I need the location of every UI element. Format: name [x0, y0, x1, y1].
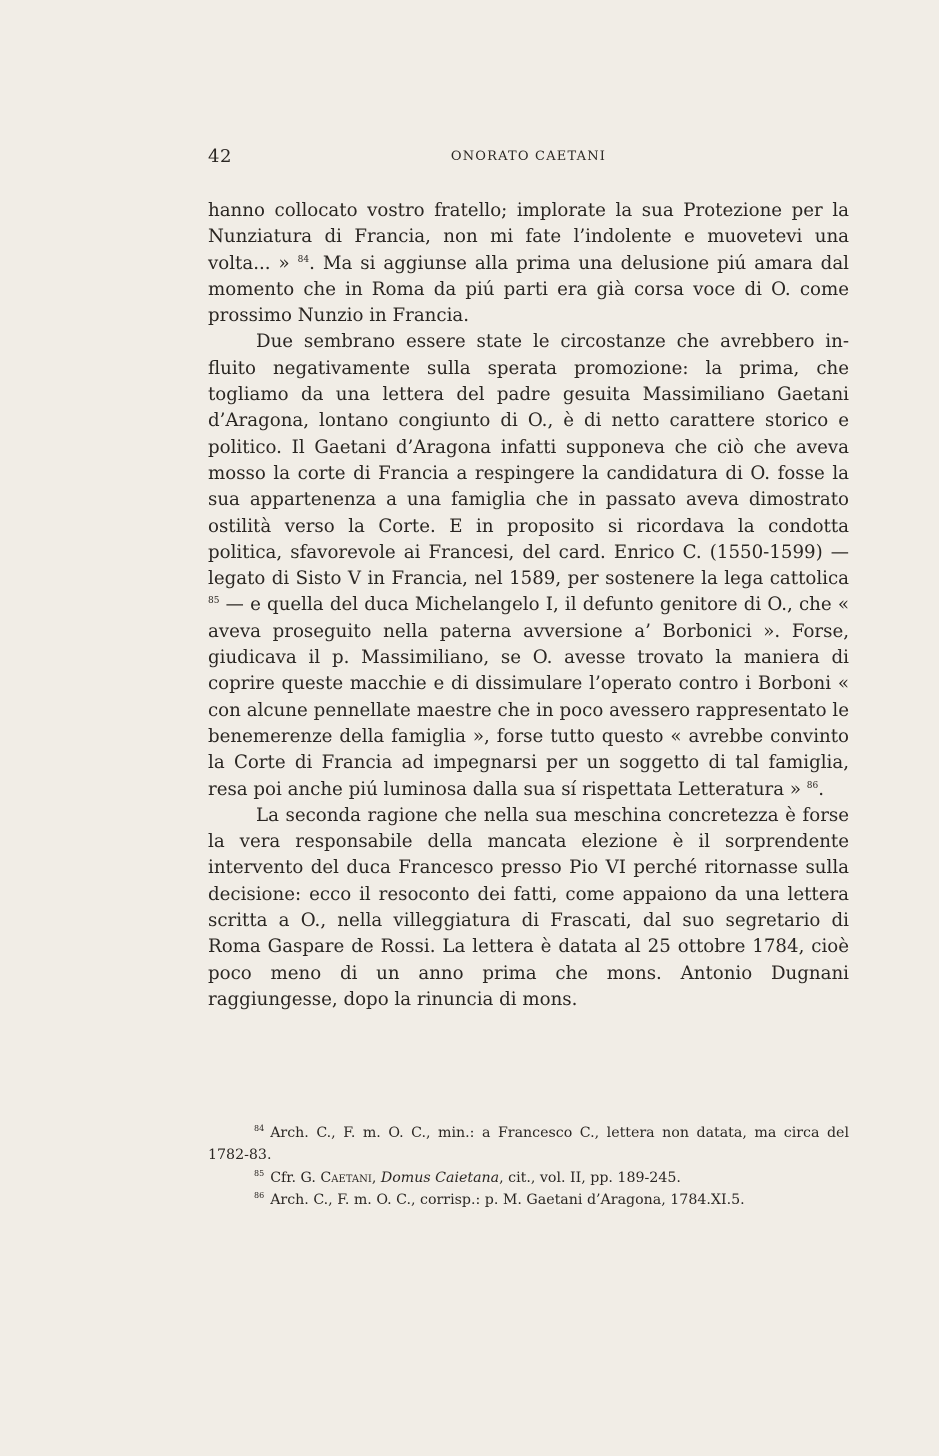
- footnote-ref-86: 86: [806, 780, 819, 791]
- page-number: 42: [208, 146, 232, 167]
- footnote-text: Arch. C., F. m. O. C., corrisp.: p. M. Gaetani d’Aragona, 1784.XI.5.: [270, 1191, 745, 1208]
- footnotes: [208, 1122, 849, 1211]
- footnote-sep: ,: [371, 1169, 381, 1186]
- footnote-number: 86: [254, 1191, 265, 1201]
- body-text: [208, 198, 849, 1013]
- paragraph-3: La seconda ragione che nella sua meschina concretezza è forse la vera responsabile della mancata elezione è il sorprendente intervento del duca Francesco presso Pio VI perché ritornasse sulla decisione: ecco il resoconto dei fatti, come appaiono da una lettera scritta a O., nella villeggiatura di Frascati, dal suo segretario di Roma Gaspare de Rossi. La lettera è datata al 25 ottobre 1784, cioè poco meno di un anno prima che mons. Antonio Dugnani raggiungesse, dopo la rinuncia di mons.: [208, 804, 849, 1010]
- paragraph-2-text-a: Due sembrano essere state le circostanze che avrebbero influito negativamente sulla sperata promozione: la prima, che togliamo da una lettera del padre gesuita Massimiliano Gaetani d’Aragona, lontano congiunto di O., è di netto carattere storico e politico. Il Gaetani d’Aragona infatti supponeva che ciò che aveva mosso la corte di Francia a respingere la candidatura di O. fosse la sua appartenenza a una famiglia che in passato aveva dimostrato ostilità verso la Corte. E in proposito si ricordava la condotta politica, sfavorevole ai Francesi, del card. Enrico C. (1550-1599) — legato di Sisto V in Francia, nel 1589, per sostenere la lega cattolica: [208, 331, 849, 590]
- footnote-text-post: , cit., vol. II, pp. 189-245.: [499, 1169, 681, 1186]
- footnote-text: Arch. C., F. m. O. C., min.: a Francesco C., lettera non datata, ma circa del 1782-83.: [208, 1125, 849, 1164]
- paragraph-2-text-c: .: [818, 778, 825, 800]
- footnote-title: Domus Caietana: [380, 1169, 500, 1186]
- footnote-number: 84: [254, 1124, 265, 1134]
- paragraph-2-text-b: — e quella del duca Michelangelo I, il defunto genitore di O., che « aveva proseguito nella paterna avversione a’ Borbonici ». Forse, giudicava il p. Massimiliano, se O. avesse trovato la maniera di coprire queste macchie e di dissimulare l’operato contro i Borboni « con alcune pennellate maestre che in poco avessero rappresentato le benemerenze della famiglia », forse tutto questo « avrebbe convinto la Corte di Francia ad impegnarsi per un soggetto di tal famiglia, resa poi anche piú luminosa dalla sua sí rispettata Letteratura »: [208, 594, 849, 800]
- footnote-author: Caetani: [320, 1169, 372, 1186]
- footnote-text-pre: Cfr. G.: [270, 1169, 321, 1186]
- footnote-84: [208, 1122, 849, 1167]
- footnote-ref-84: 84: [297, 254, 310, 265]
- running-head: ONORATO CAETANI: [450, 149, 607, 164]
- paragraph-1-text-a: hanno collocato vostro fratello; implorate la sua Protezione per la Nunziatura di Francia, non mi fate l’indolente e muovetevi una volta... »: [208, 200, 849, 274]
- paragraph-1-text-b: . Ma si aggiunse alla prima una delusione piú amara dal momento che in Roma da piú parti era già corsa voce di O. come prossimo Nunzio in Francia.: [208, 252, 849, 327]
- footnote-85: [208, 1167, 849, 1189]
- footnote-number: 85: [254, 1168, 265, 1178]
- footnote-ref-85: 85: [208, 596, 220, 607]
- paragraph-1: [208, 198, 849, 329]
- page-header: [208, 146, 849, 170]
- paragraph-2: [208, 329, 849, 802]
- footnote-86: [208, 1189, 849, 1211]
